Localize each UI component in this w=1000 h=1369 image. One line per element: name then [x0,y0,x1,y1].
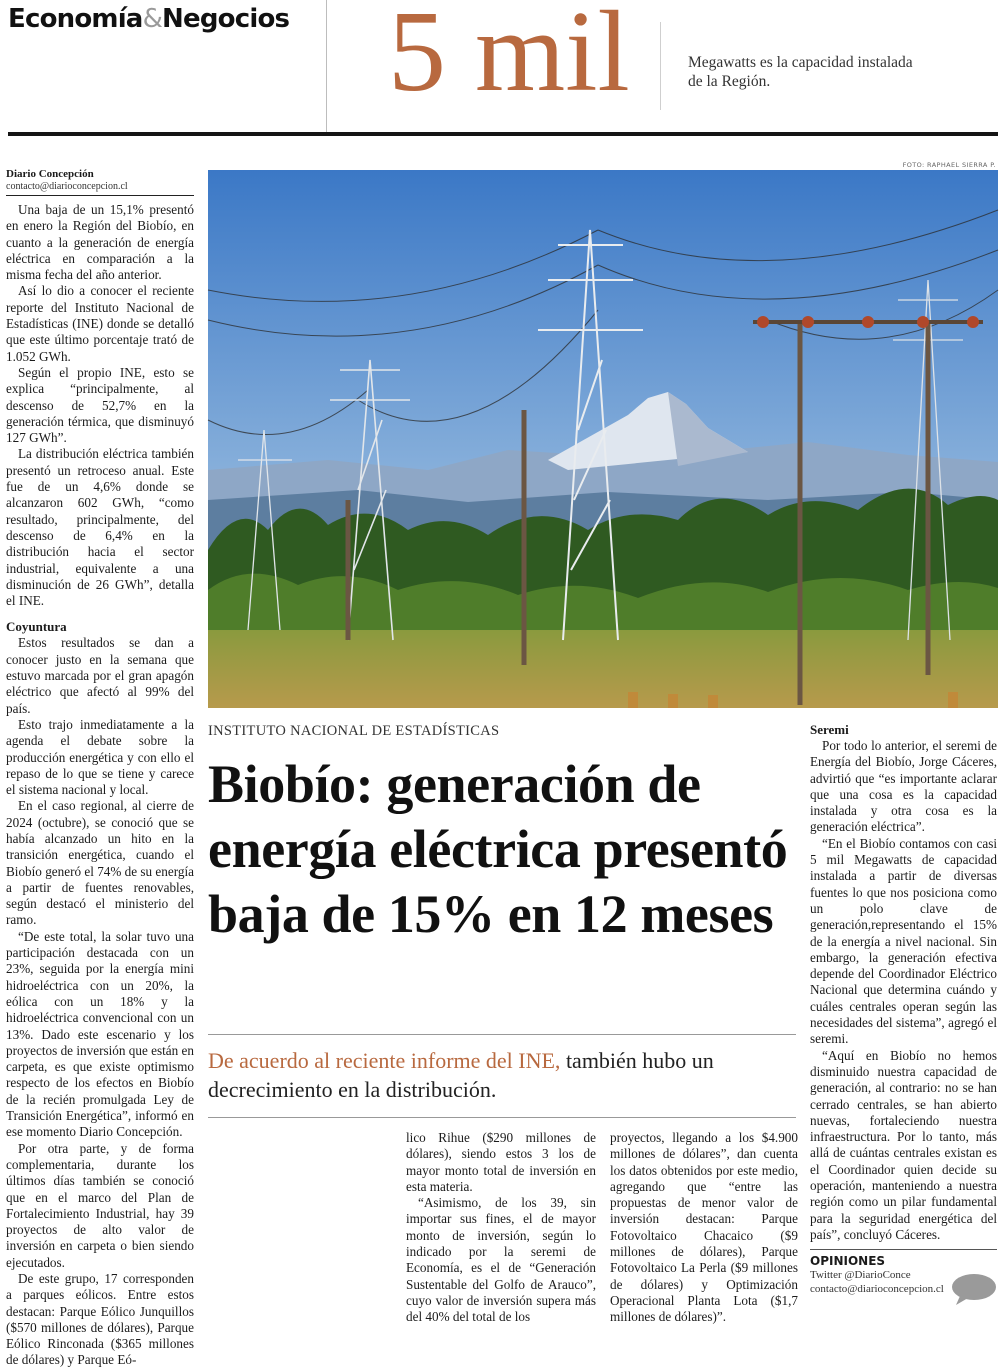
middle-column-2 [610,1130,798,1326]
middle-column-1 [406,1130,596,1326]
headline-part: de 15% en 12 meses [308,884,774,944]
section-title-amp: & [142,4,163,34]
headline-part: Biobío: [208,754,387,814]
headline-rule [208,1034,796,1035]
subhead-coyuntura: Coyuntura [6,619,67,635]
kicker: INSTITUTO NACIONAL DE ESTADÍSTICAS [208,723,500,739]
subhead-seremi: Seremi [810,722,849,737]
deck-accent: De acuerdo al reciente informe del INE, [208,1048,561,1073]
headline [208,752,798,947]
body-paragraph: Esto trajo inmediatamente a la agenda el debate sobre la producción energética y con ello el repaso de lo que se tiene y carece el sistema nacional y local. [6,716,194,798]
body-paragraph: La distribución eléctrica también presentó un retroceso anual. Este fue de un 4,6% donde se alcanzaron 602 GWh, “como resultado, principalmente, del descenso de 6,4% en la distribución hacia el sector industrial, equivalente a una disminución de 26 GWh”, detalla el INE. [6,446,194,609]
body-paragraph: Según el propio INE, esto se explica “principalmente, al descenso de 52,7% en la generación térmica, que disminuyó 127 GWh”. [6,364,194,446]
headline-bold: generación de energía eléctrica [208,754,701,879]
body-paragraph: Por todo lo anterior, el seremi de Energía del Biobío, Jorge Cáceres, advirtió que “es importante aclarar que una cosa es la capacidad instalada y otra cosa es la generación eléctrica”. [810,738,997,835]
body-paragraph: proyectos, llegando a los $4.900 millones de dólares”, dan cuenta los datos obtenidos por este medio, agregando que “entre las propuestas de menor valor de inversión destacan: Parque Fotovoltaico Chacaico ($9 millones de dólares), Parque Fotovoltaico La Perla ($9 millones de dólares) y Optimización Operacional Planta Lota ($1,7 millones de dólares)”. [610,1130,798,1325]
body-paragraph: “En el Biobío contamos con casi 5 mil Megawatts de capacidad instalada a partir de diversas fuentes lo que nos posiciona como un polo clave de generación,representando el 15% de la energía a nivel nacional. Sin embargo, la generación efectiva depende del Coordinador Eléctrico Nacional que determina cuándo y cuáles centrales operan según las necesidades del sistema”, agregó el seremi. [810,835,997,1047]
header-divider [326,0,327,132]
left-column [6,168,194,1369]
headline-bold: baja [208,884,309,944]
section-title [8,4,289,34]
byline-rule [6,195,194,196]
body-paragraph: De este grupo, 17 corresponden a parques eólicos. Entre estos destacan: Parque Eólico Junquillos ($570 millones de dólares), Parque Eólico Rinconada ($365 millones de dólares) y Parque Eó- [6,1271,194,1368]
section-title-left: Economía [8,4,143,34]
featured-figure-caption: Megawatts es la capacidad instalada de la Región. [688,54,913,90]
opinions-email[interactable]: contacto@diarioconcepcion.cl [810,1283,944,1296]
body-paragraph: En el caso regional, al cierre de 2024 (octubre), se conoció que se había alcanzado un hito en la transición energética, cuando el Biobío generó el 74% de su energía a partir de fuentes renovables, según destacó el ministerio del ramo. [6,798,194,928]
right-column [810,722,997,1296]
body-paragraph: Por otra parte, y de forma complementaria, durante los últimos días también se conoció que en el marco del Plan de Fortalecimiento Industrial, hay 39 proyectos de alto valor de inversión en carpeta o bien siendo ejecutados. [6,1140,194,1270]
body-paragraph: Estos resultados se dan a conocer justo en la semana que estuvo marcada por el gran apagón eléctrico que afectó al 99% del país. [6,635,194,716]
deck-rest: también hubo un decrecimiento en la distribución. [208,1048,714,1102]
headline-part: presentó [580,819,788,879]
opinions-title: OPINIONES [810,1254,886,1269]
body-paragraph: “Aquí en Biobío no hemos disminuido nuestra capacidad de generación, al contrario: no se han cerrado centrales, se han abierto nuevas, fortaleciendo nuestra infraestructura. Por lo tanto, más allá de cuántas centrales existan es el Coordinador quien decide su operación, manteniendo a nuestra región como un pilar fundamental para la seguridad energética del país”, concluyó Cáceres. [810,1047,997,1242]
speech-bubble-icon [950,1272,998,1306]
header-rule [8,132,998,136]
body-paragraph: “De este total, la solar tuvo una participación destacada con un 23%, seguida por la energía mini hidroeléctrica con un 20%, la eólica con un 18% y la hidroeléctrica convencional con un 13%. Dado este escenario y los proyectos de inversión que están en carpeta, es que existe optimismo respecto de los efectos en Biobío de la recién promulgada Ley de Transición Energética”, informó en ese momento Diario Concepción. [6,928,194,1140]
opinions-twitter[interactable]: Twitter @DiarioConce [810,1269,911,1282]
body-paragraph: Así lo dio a conocer el reciente reporte del Instituto Nacional de Estadísticas (INE) donde se detalló que este último porcentaje trató de 1.052 GWh. [6,283,194,364]
power-lines-photo [208,170,998,708]
figure-divider [660,22,661,110]
body-paragraph: lico Rihue ($290 millones de dólares), siendo estos 3 los de mayor monto total de inversión en esta materia. [406,1130,596,1194]
opinions-rule [810,1249,997,1250]
byline-name: Diario Concepción [6,168,94,180]
photo-credit: FOTO: RAPHAEL SIERRA P. [902,161,996,169]
body-paragraph: “Asimismo, de los 39, sin importar sus fines, el de mayor monto de inversión, según lo indicado por la seremi de Economía, es el de “Generación Sustentable del Golfo de Arauco”, cuyo valor de inversión supera más del 40% del total de los [406,1195,596,1325]
byline-email[interactable]: contacto@diarioconcepcion.cl [6,181,128,192]
grass-field [208,630,998,708]
featured-figure: 5 mil [388,0,630,116]
deck-rule [208,1117,796,1118]
deck [208,1046,798,1104]
body-paragraph: Una baja de un 15,1% presentó en enero la Región del Biobío, en cuanto a la generación de energía eléctrica en comparación a la misma fecha del año anterior. [6,202,194,283]
section-title-right: Negocios [162,4,290,34]
